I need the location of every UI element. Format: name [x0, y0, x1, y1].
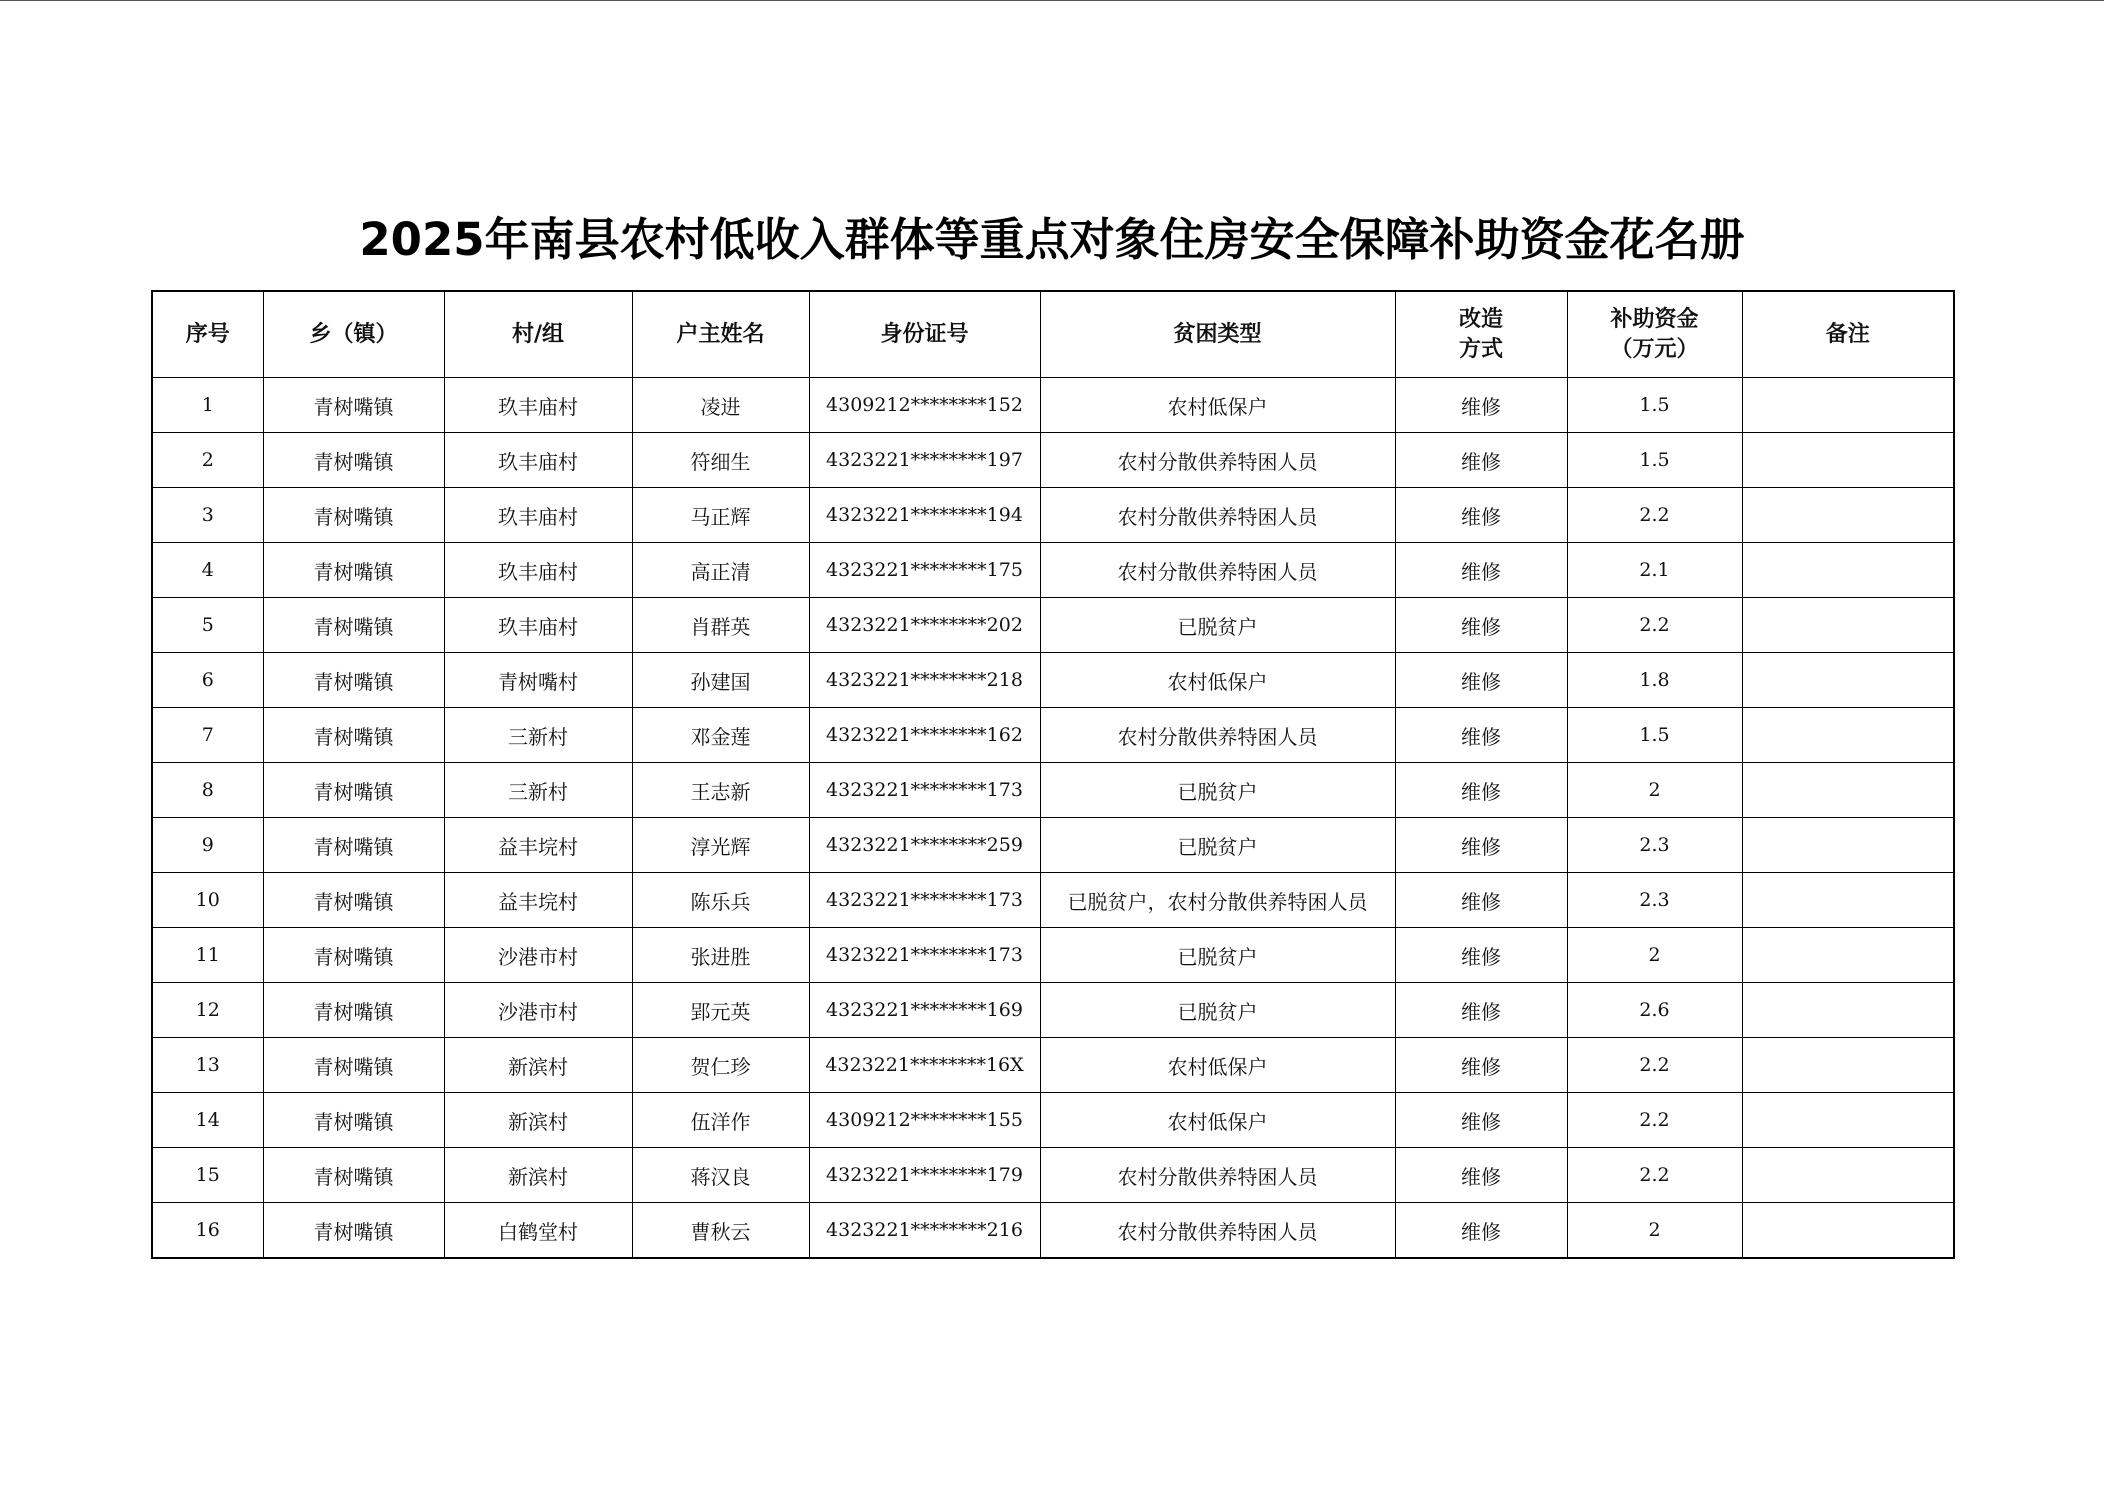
cell-remarks	[1742, 543, 1954, 598]
cell-id-number: 4323221********216	[809, 1203, 1040, 1259]
cell-seq: 16	[152, 1203, 263, 1259]
cell-village: 沙港市村	[444, 983, 632, 1038]
table-row	[152, 598, 1954, 653]
cell-householder: 符细生	[632, 433, 809, 488]
cell-subsidy-amount: 2.2	[1567, 1093, 1742, 1148]
cell-village: 新滨村	[444, 1148, 632, 1203]
cell-seq: 8	[152, 763, 263, 818]
cell-remarks	[1742, 873, 1954, 928]
cell-village: 青树嘴村	[444, 653, 632, 708]
cell-village: 三新村	[444, 708, 632, 763]
cell-id-number: 4323221********16X	[809, 1038, 1040, 1093]
cell-poverty-type: 农村低保户	[1040, 1038, 1395, 1093]
cell-seq: 15	[152, 1148, 263, 1203]
cell-subsidy-amount: 2.3	[1567, 818, 1742, 873]
cell-method: 维修	[1395, 983, 1567, 1038]
cell-town: 青树嘴镇	[263, 543, 444, 598]
cell-village: 玖丰庙村	[444, 488, 632, 543]
cell-remarks	[1742, 928, 1954, 983]
cell-householder: 伍洋作	[632, 1093, 809, 1148]
cell-town: 青树嘴镇	[263, 1093, 444, 1148]
cell-subsidy-amount: 2	[1567, 763, 1742, 818]
header-subsidy	[1567, 291, 1742, 378]
cell-remarks	[1742, 653, 1954, 708]
cell-town: 青树嘴镇	[263, 1148, 444, 1203]
table-row	[152, 873, 1954, 928]
cell-town: 青树嘴镇	[263, 1038, 444, 1093]
cell-poverty-type: 农村低保户	[1040, 653, 1395, 708]
header-remarks: 备注	[1742, 291, 1954, 378]
cell-subsidy-amount: 1.8	[1567, 653, 1742, 708]
header-seq: 序号	[152, 291, 263, 378]
cell-method: 维修	[1395, 653, 1567, 708]
cell-id-number: 4323221********169	[809, 983, 1040, 1038]
cell-village: 白鹤堂村	[444, 1203, 632, 1259]
cell-id-number: 4323221********162	[809, 708, 1040, 763]
cell-remarks	[1742, 598, 1954, 653]
cell-householder: 陈乐兵	[632, 873, 809, 928]
cell-method: 维修	[1395, 763, 1567, 818]
table-row	[152, 763, 1954, 818]
cell-poverty-type: 已脱贫户	[1040, 818, 1395, 873]
cell-subsidy-amount: 2	[1567, 928, 1742, 983]
cell-village: 益丰垸村	[444, 818, 632, 873]
table-row	[152, 1038, 1954, 1093]
cell-method: 维修	[1395, 598, 1567, 653]
cell-subsidy-amount: 2.3	[1567, 873, 1742, 928]
cell-poverty-type: 农村分散供养特困人员	[1040, 1148, 1395, 1203]
cell-id-number: 4323221********173	[809, 763, 1040, 818]
cell-method: 维修	[1395, 873, 1567, 928]
cell-method: 维修	[1395, 1203, 1567, 1259]
cell-method: 维修	[1395, 818, 1567, 873]
table-row	[152, 543, 1954, 598]
cell-householder: 淳光辉	[632, 818, 809, 873]
cell-subsidy-amount: 2.6	[1567, 983, 1742, 1038]
cell-remarks	[1742, 1148, 1954, 1203]
cell-seq: 2	[152, 433, 263, 488]
cell-seq: 12	[152, 983, 263, 1038]
cell-householder: 郢元英	[632, 983, 809, 1038]
header-householder: 户主姓名	[632, 291, 809, 378]
cell-householder: 邓金莲	[632, 708, 809, 763]
cell-village: 三新村	[444, 763, 632, 818]
cell-id-number: 4323221********179	[809, 1148, 1040, 1203]
cell-id-number: 4323221********202	[809, 598, 1040, 653]
header-town: 乡（镇）	[263, 291, 444, 378]
header-poverty-type: 贫困类型	[1040, 291, 1395, 378]
cell-seq: 14	[152, 1093, 263, 1148]
cell-seq: 4	[152, 543, 263, 598]
cell-poverty-type: 农村分散供养特困人员	[1040, 488, 1395, 543]
cell-town: 青树嘴镇	[263, 708, 444, 763]
cell-town: 青树嘴镇	[263, 653, 444, 708]
cell-id-number: 4323221********173	[809, 928, 1040, 983]
cell-seq: 10	[152, 873, 263, 928]
cell-id-number: 4309212********155	[809, 1093, 1040, 1148]
cell-town: 青树嘴镇	[263, 598, 444, 653]
subsidy-roster-table	[151, 290, 1955, 1259]
cell-remarks	[1742, 433, 1954, 488]
cell-householder: 肖群英	[632, 598, 809, 653]
table-row	[152, 928, 1954, 983]
header-id-number: 身份证号	[809, 291, 1040, 378]
cell-poverty-type: 已脱贫户	[1040, 983, 1395, 1038]
cell-method: 维修	[1395, 708, 1567, 763]
cell-id-number: 4323221********173	[809, 873, 1040, 928]
cell-poverty-type: 农村分散供养特困人员	[1040, 708, 1395, 763]
cell-seq: 6	[152, 653, 263, 708]
cell-seq: 5	[152, 598, 263, 653]
cell-method: 维修	[1395, 1093, 1567, 1148]
cell-town: 青树嘴镇	[263, 928, 444, 983]
table-row	[152, 1203, 1954, 1259]
cell-seq: 3	[152, 488, 263, 543]
table-body	[152, 378, 1954, 1259]
cell-village: 玖丰庙村	[444, 378, 632, 433]
cell-method: 维修	[1395, 1148, 1567, 1203]
cell-seq: 7	[152, 708, 263, 763]
cell-village: 新滨村	[444, 1093, 632, 1148]
cell-seq: 9	[152, 818, 263, 873]
cell-remarks	[1742, 488, 1954, 543]
cell-poverty-type: 农村分散供养特困人员	[1040, 1203, 1395, 1259]
cell-remarks	[1742, 1093, 1954, 1148]
cell-householder: 贺仁珍	[632, 1038, 809, 1093]
cell-id-number: 4323221********194	[809, 488, 1040, 543]
cell-remarks	[1742, 708, 1954, 763]
cell-poverty-type: 农村低保户	[1040, 1093, 1395, 1148]
cell-householder: 凌进	[632, 378, 809, 433]
cell-town: 青树嘴镇	[263, 433, 444, 488]
cell-method: 维修	[1395, 928, 1567, 983]
cell-remarks	[1742, 1038, 1954, 1093]
cell-method: 维修	[1395, 378, 1567, 433]
cell-town: 青树嘴镇	[263, 763, 444, 818]
cell-householder: 孙建国	[632, 653, 809, 708]
cell-method: 维修	[1395, 543, 1567, 598]
table-row	[152, 708, 1954, 763]
cell-subsidy-amount: 2.2	[1567, 488, 1742, 543]
cell-poverty-type: 已脱贫户	[1040, 763, 1395, 818]
cell-town: 青树嘴镇	[263, 873, 444, 928]
cell-method: 维修	[1395, 1038, 1567, 1093]
header-method-line1: 改造	[1458, 306, 1503, 332]
cell-poverty-type: 农村分散供养特困人员	[1040, 433, 1395, 488]
cell-village: 新滨村	[444, 1038, 632, 1093]
table-row	[152, 1148, 1954, 1203]
cell-subsidy-amount: 2.2	[1567, 1148, 1742, 1203]
table-row	[152, 818, 1954, 873]
cell-village: 玖丰庙村	[444, 543, 632, 598]
cell-village: 玖丰庙村	[444, 598, 632, 653]
cell-town: 青树嘴镇	[263, 818, 444, 873]
cell-householder: 高正清	[632, 543, 809, 598]
document-title: 2025年南县农村低收入群体等重点对象住房安全保障补助资金花名册	[359, 213, 1745, 266]
header-method	[1395, 291, 1567, 378]
cell-seq: 1	[152, 378, 263, 433]
header-subsidy-line2: （万元）	[1610, 336, 1699, 362]
table-row	[152, 488, 1954, 543]
cell-remarks	[1742, 378, 1954, 433]
cell-town: 青树嘴镇	[263, 378, 444, 433]
table-row	[152, 378, 1954, 433]
cell-householder: 曹秋云	[632, 1203, 809, 1259]
cell-town: 青树嘴镇	[263, 488, 444, 543]
cell-remarks	[1742, 818, 1954, 873]
cell-id-number: 4323221********197	[809, 433, 1040, 488]
cell-poverty-type: 已脱贫户	[1040, 928, 1395, 983]
cell-subsidy-amount: 1.5	[1567, 433, 1742, 488]
cell-householder: 王志新	[632, 763, 809, 818]
cell-method: 维修	[1395, 433, 1567, 488]
cell-id-number: 4323221********259	[809, 818, 1040, 873]
cell-poverty-type: 已脱贫户，农村分散供养特困人员	[1040, 873, 1395, 928]
cell-subsidy-amount: 2.2	[1567, 598, 1742, 653]
header-village: 村/组	[444, 291, 632, 378]
cell-id-number: 4309212********152	[809, 378, 1040, 433]
cell-village: 沙港市村	[444, 928, 632, 983]
cell-remarks	[1742, 1203, 1954, 1259]
cell-remarks	[1742, 983, 1954, 1038]
table-header	[152, 291, 1954, 378]
cell-subsidy-amount: 1.5	[1567, 378, 1742, 433]
cell-poverty-type: 农村低保户	[1040, 378, 1395, 433]
cell-subsidy-amount: 1.5	[1567, 708, 1742, 763]
cell-subsidy-amount: 2.1	[1567, 543, 1742, 598]
cell-householder: 张进胜	[632, 928, 809, 983]
cell-method: 维修	[1395, 488, 1567, 543]
header-row	[152, 291, 1954, 378]
cell-town: 青树嘴镇	[263, 983, 444, 1038]
cell-remarks	[1742, 763, 1954, 818]
cell-subsidy-amount: 2.2	[1567, 1038, 1742, 1093]
table-row	[152, 1093, 1954, 1148]
cell-householder: 蒋汉良	[632, 1148, 809, 1203]
header-subsidy-line1: 补助资金	[1610, 306, 1699, 332]
cell-id-number: 4323221********218	[809, 653, 1040, 708]
cell-town: 青树嘴镇	[263, 1203, 444, 1259]
cell-subsidy-amount: 2	[1567, 1203, 1742, 1259]
header-method-line2: 方式	[1458, 336, 1503, 362]
table-row	[152, 653, 1954, 708]
page-top-border	[0, 0, 2104, 1]
table-row	[152, 983, 1954, 1038]
cell-id-number: 4323221********175	[809, 543, 1040, 598]
cell-seq: 13	[152, 1038, 263, 1093]
cell-village: 玖丰庙村	[444, 433, 632, 488]
cell-poverty-type: 已脱贫户	[1040, 598, 1395, 653]
cell-householder: 马正辉	[632, 488, 809, 543]
cell-poverty-type: 农村分散供养特困人员	[1040, 543, 1395, 598]
cell-village: 益丰垸村	[444, 873, 632, 928]
table-row	[152, 433, 1954, 488]
cell-seq: 11	[152, 928, 263, 983]
